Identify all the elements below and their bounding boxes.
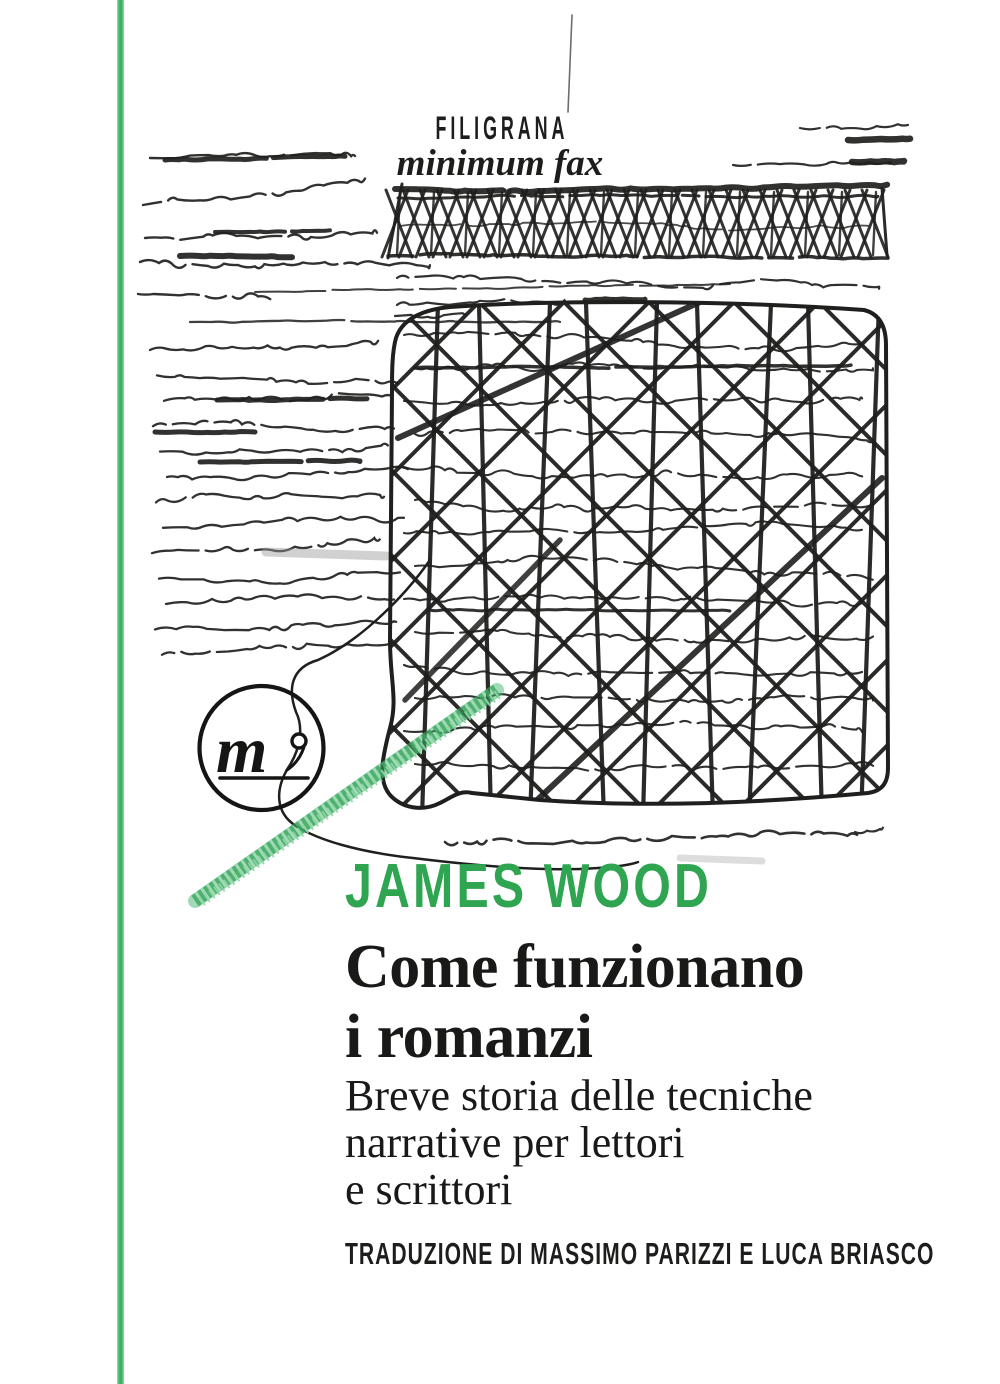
publisher-logo-monogram: m — [216, 714, 268, 787]
subtitle-line-1: Breve storia delle tecniche — [345, 1071, 813, 1120]
translation-credit: TRADUZIONE DI MASSIMO PARIZZI E LUCA BRIASCO — [345, 1236, 935, 1271]
crossed-out-block — [0, 298, 1000, 818]
handwriting-left-column — [150, 341, 408, 655]
title-line-1: Come funzionano — [345, 933, 805, 1001]
title-line-2: i romanzi — [345, 1003, 593, 1071]
subtitle-line-3: e scrittori — [345, 1165, 513, 1214]
book-subtitle — [345, 1072, 813, 1213]
hatched-band — [382, 184, 888, 259]
book-title — [345, 932, 804, 1072]
block-interior — [0, 298, 1000, 818]
publisher-logo — [200, 686, 324, 810]
author-name: JAMES WOOD — [345, 852, 713, 921]
publisher-name: minimum fax — [396, 143, 604, 184]
handwriting-top-right — [733, 124, 910, 166]
subtitle-line-2: narrative per lettori — [345, 1118, 685, 1167]
series-name: FILIGRANA — [435, 110, 569, 146]
